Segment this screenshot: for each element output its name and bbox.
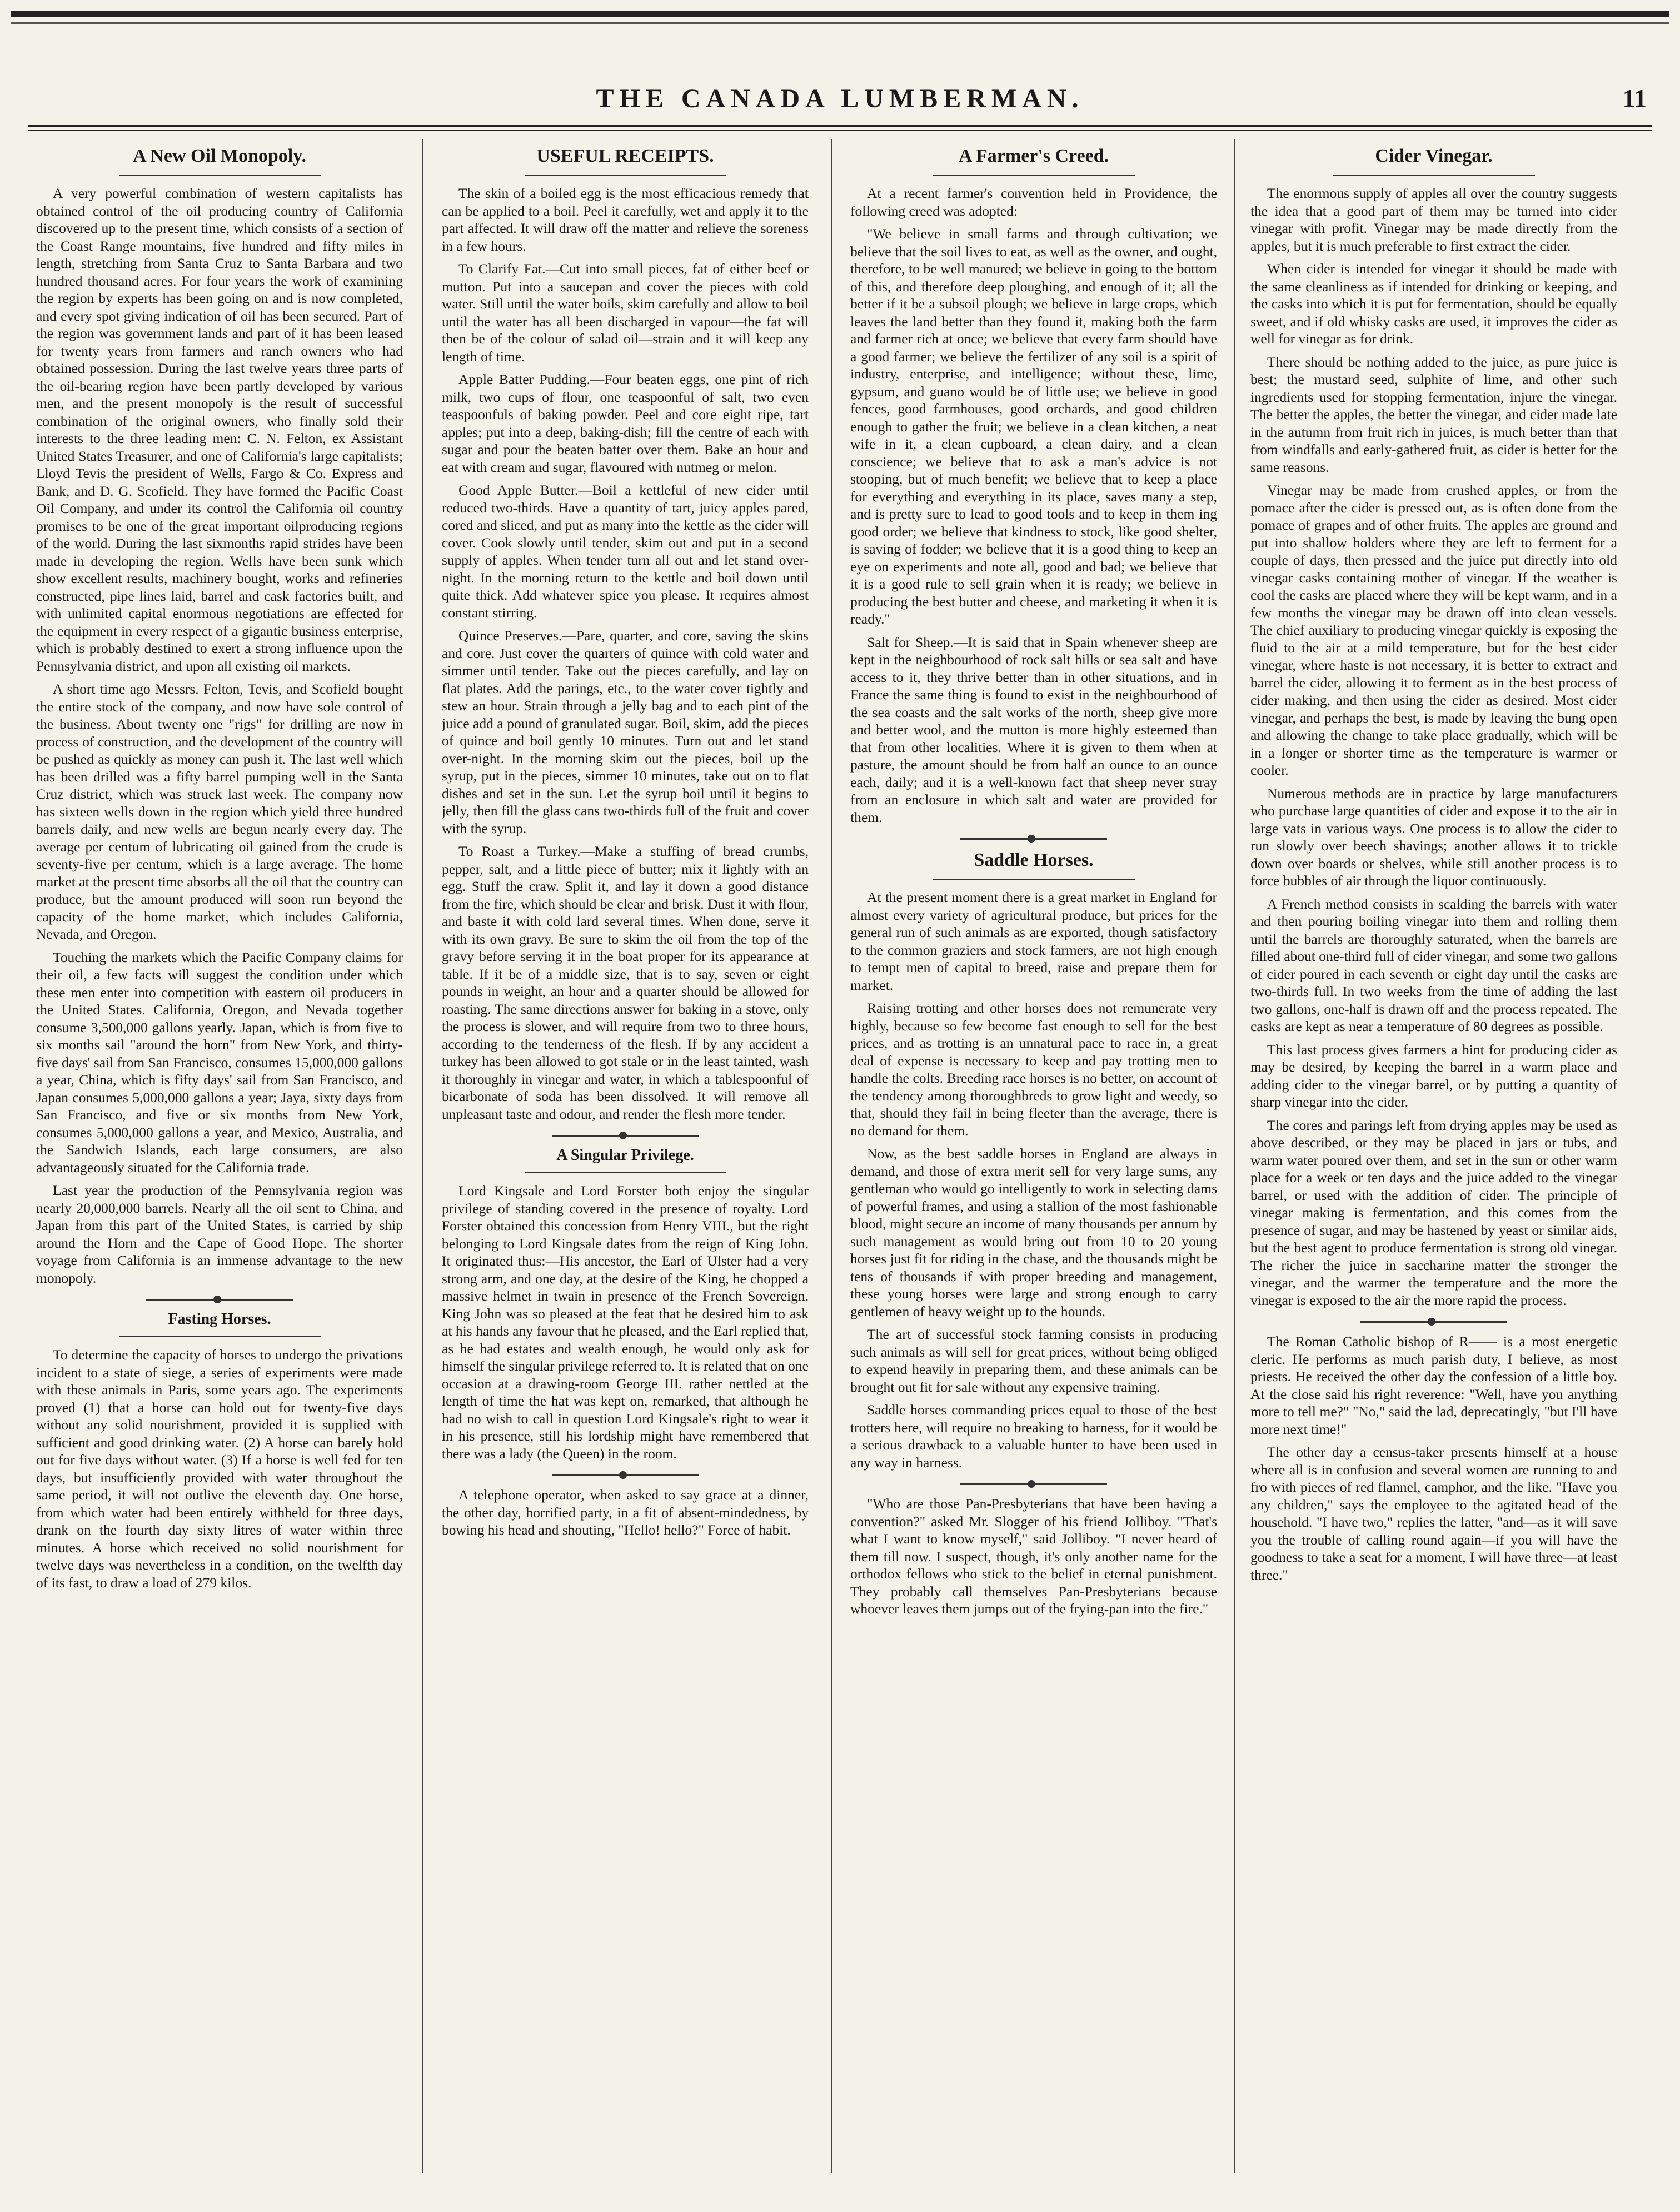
article-saddle-horses [850, 850, 1217, 1618]
headline-rule [933, 879, 1135, 880]
article-paragraph: Last year the production of the Pennsylvania region was nearly 20,000,000 barrels. Nearly all the oil sent to China, and Japan from this part of the United States, is carried by ship around the Horn and the Cape of Good Hope. The shorter voyage from California is an immense advantage to the new monopoly. [36, 1182, 403, 1286]
article-new-oil-monopoly [36, 146, 403, 1287]
article-paragraph: At the present moment there is a great market in England for almost every variety of agricultural produce, but prices for the general run of such animals as are exported, though satisfactory to the common graziers and stock farmers, are not high enough to tempt men of capital to breed, raise and prepare them for market. [850, 889, 1217, 993]
masthead-rule-thin [28, 130, 1652, 131]
top-border-rule-thin [11, 22, 1669, 24]
headline-rule [119, 175, 321, 176]
article-divider [552, 1474, 699, 1476]
article-paragraph: Raising trotting and other horses does not remunerate very highly, because so few become fast enough to sell for the best prices, and as trotting is an unnatural pace to race in, a great deal of expense is necessary to keep and pay trotting men to handle the colts. Breeding race horses is no better, on account of the tendency among thoroughbreds to grow light and weedy, so that, should they fail in being fleeter than the average, there is no demand for them. [850, 1000, 1217, 1139]
article-paragraph: A French method consists in scalding the barrels with water and then pouring boiling vinegar into them and rolling them until the barrels are thoroughly saturated, when the barrels are filled about one-third full of cider vinegar, and some two gallons of cider poured in each seventh or eight day until the casks are two-thirds full. In two weeks from the time of adding the last two gallons, one-half is drawn off and the process repeated. The casks are kept as near a temperature of 80 degrees as possible. [1250, 895, 1617, 1034]
article-headline: A Singular Privilege. [556, 1147, 694, 1164]
article-divider [146, 1299, 293, 1301]
article-paragraph: There should be nothing added to the juice, as pure juice is best; the mustard seed, sulphite of lime, and other such ingredients used for stopping fermentation, injure the vinegar. The better the apples, the better the vinegar, and cider made late in the autumn from fruit rich in juices, is much better than that from windfalls and early-gathered fruit, as cider is better for the same reasons. [1250, 353, 1617, 475]
masthead-rule [28, 125, 1652, 127]
article-cider-vinegar [1250, 146, 1617, 1583]
article-headline: Saddle Horses. [974, 850, 1094, 870]
article-paragraph: The skin of a boiled egg is the most efficacious remedy that can be applied to a boil. Peel it carefully, wet and apply it to the part affected. It will draw off the matter and relieve the soreness in a few hours. [442, 185, 809, 254]
column-3 [850, 139, 1217, 2190]
article-paragraph: Vinegar may be made from crushed apples, or from the pomace after the cider is pressed out, as is often done from the pomace of grapes and of other fruits. The apples are ground and put into shallow holders where they are left to ferment for a couple of days, then pressed and the juice put directly into old vinegar casks containing mother of vinegar. If the weather is cool the casks are placed where they will be kept warm, and in a few months the vinegar may be drawn off into clean vessels. The chief auxiliary to producing vinegar quickly is exposing the fluid to the air at a mild temperature, but for the best cider vinegar, where haste is not necessary, it is better to extract and barrel the cider, allowing it to ferment as in the best process of cider making, and then using the cider as desired. Most cider vinegar, and perhaps the best, is made by leaving the bung open and allowing the change to take place gradually, which will be in a longer or shorter time as the temperature is warmer or cooler. [1250, 482, 1617, 778]
article-headline: USEFUL RECEIPTS. [536, 146, 714, 166]
headline-rule [525, 175, 726, 176]
article-paragraph: The Roman Catholic bishop of R—— is a most energetic cleric. He performs as much parish duty, I believe, as most priests. He received the other day the confession of a little boy. At the close said his right reverence: "Well, have you anything more to tell me?" "No," said the lad, deprecatingly, "but I'll have more next time!" [1250, 1333, 1617, 1437]
article-paragraph: The cores and parings left from drying apples may be used as above described, or they may be placed in jars or tubs, and warm water poured over them, and set in the sun or other warm place for a week or ten days and the juice added to the vinegar barrel, or used with the addition of cider. The principle of vinegar making is fermentation, and this comes from the presence of sugar, and may be hastened by yeast or similar aids, but the best agent to produce fermentation is strong old vinegar. The richer the juice in saccharine matter the stronger the vinegar, and the warmer the temperature and the more the vinegar is exposed to the air the more rapid the process. [1250, 1117, 1617, 1308]
article-paragraph: Now, as the best saddle horses in England are always in demand, and those of extra merit sell for very large sums, any gentleman who would go intelligently to work in selecting dams of powerful frames, and using a stallion of the most fashionable blood, might secure an income of many thousands per annum by such management as would bring out from 10 to 20 young horses just fit for riding in the chase, and the thousands might be tens of thousands if with proper breeding and management, these young horses were large and strong enough to carry gentlemen of heavy weight up to the hounds. [850, 1145, 1217, 1319]
article-divider [1360, 1321, 1507, 1323]
article-paragraph: A telephone operator, when asked to say grace at a dinner, the other day, horrified party, in a fit of absent-mindedness, by bowing his head and shouting, "Hello! hello?" Force of habit. [442, 1487, 809, 1538]
article-paragraph: The art of successful stock farming consists in producing such animals as will sell for great prices, without being obliged to expend heavily in preparing them, and these animals can be brought out fit for sale without any expensive training. [850, 1326, 1217, 1395]
article-paragraph: "Who are those Pan-Presbyterians that have been having a convention?" asked Mr. Slogger of his friend Jolliboy. "That's what I want to know myself," said Jolliboy. "I never heard of them till now. I suspect, though, it's only another name for the orthodox fellows who stick to the belief in eternal punishment. They probably call themselves Pan-Presbyterians because whoever leaves them jumps out of the frying-pan into the fire." [850, 1496, 1217, 1617]
article-paragraph: "We believe in small farms and through cultivation; we believe that the soil lives to eat, as well as the owner, and ought, therefore, to be well manured; we believe in going to the bottom of this, and therefore deep ploughing, and enough of it; all the better if it be a subsoil plough; we believe in large crops, which leaves the land better than they found it, making both the farm and farmer rich at once; we believe that every farm should have a good farmer; we believe the fertilizer of any soil is a spirit of industry, enterprise, and intelligence; without these, lime, gypsum, and guano would be of little use; we believe in good fences, good farmhouses, good orchards, and good children enough to gather the fruit; we believe in a clean kitchen, a neat wife in it, a clean cupboard, a clean dairy, and a clean conscience; we believe that to ask a man's advice is not stooping, but of much benefit; we believe that to keep a place for everything and everything in its place, saves many a step, and is pretty sure to lead to good tools and to keep in them ing good order; we believe that kindness to stock, like good shelter, is saving of fodder; we believe that it is a good thing to keep an eye on experiments and note all, good and bad; we believe that it is a good rule to sell grain when it is ready; we believe in producing the best butter and cheese, and marketing it when it is ready." [850, 226, 1217, 627]
article-paragraph: When cider is intended for vinegar it should be made with the same cleanliness as if intended for drinking or keeping, and the casks into which it is put for fermentation, should be equally sweet, and if old whisky casks are used, it improves the cider as well for vinegar as for drink. [1250, 261, 1617, 347]
article-divider [960, 1483, 1107, 1485]
headline-rule [119, 1336, 321, 1337]
article-paragraph: A short time ago Messrs. Felton, Tevis, and Scofield bought the entire stock of the company, and now have sole control of the business. About twenty one "rigs" for drilling are now in process of construction, and the development of the country will be pushed as quickly as money can push it. The last well which has been drilled was a fifty barrel pumping well in the Santa Cruz district, which was struck last week. The company now has sixteen wells down in the region which yield three hundred barrels daily, and new wells are begun nearly every day. The average per centum of lubricating oil gained from the crude is seventy-five per centum, which is a large average. The home market at the present time absorbs all the oil that the country can produce, but the amount produced will soon run beyond the capacity of the home market, which includes California, Nevada, and Oregon. [36, 681, 403, 942]
page-number: 11 [1622, 84, 1647, 112]
top-border-rule [11, 11, 1669, 17]
article-paragraph: Good Apple Butter.—Boil a kettleful of new cider until reduced two-thirds. Have a quantity of tart, juicy apples pared, cored and sliced, and put as many into the kettle as the cider will cover. Cook slowly until tender, skim out and put in a second supply of apples. When tender turn all out and let stand over-night. In the morning return to the kettle and boil down until quite thick. Add whatever spice you please. It requires almost constant stirring. [442, 482, 809, 621]
article-paragraph: Saddle horses commanding prices equal to those of the best trotters here, will require no breaking to harness, for it would be a serious drawback to a valuable hunter to have been used in any way in harness. [850, 1402, 1217, 1471]
article-paragraph: Lord Kingsale and Lord Forster both enjoy the singular privilege of standing covered in the presence of royalty. Lord Forster obtained this concession from Henry VIII., but the right belonging to Lord Kingsale dates from the reign of King John. It originated thus:—His ancestor, the Earl of Ulster had a very strong arm, and one day, at the desire of the King, he chopped a massive helmet in twain in presence of the French Sovereign. King John was so pleased at the feat that he desired him to ask at his hands any favour that he pleased, and the Earl replied that, as he had estates and wealth enough, he would only ask for himself the singular privilege referred to. It is related that on one occasion at a drawing-room George III. rather nettled at the length of time the hat was kept on, remarked, that although he had no wish to call in question Lord Kingsale's right to wear it in his presence, still his lordship might have remembered that there was a lady (the Queen) in the room. [442, 1183, 809, 1462]
column-divider [422, 139, 423, 2173]
article-paragraph: Quince Preserves.—Pare, quarter, and core, saving the skins and core. Just cover the quarters of quince with cold water and simmer until tender. Take out the pieces carefully, and lay on flat plates. Add the parings, etc., to the water cover tightly and stew an hour. Strain through a jelly bag and to each pint of the juice add a pound of granulated sugar. Boil, skim, add the pieces of quince and boil gently 10 minutes. Turn out and let stand over-night. In the morning skim out the pieces, boil up the syrup, put in the pieces, simmer 10 minutes, take out on to flat dishes and set in the sun. Let the syrup boil until it begins to jelly, then fill the glass cans two-thirds full of the fruit and cover with the syrup. [442, 627, 809, 836]
article-divider [552, 1135, 699, 1137]
article-headline: A Farmer's Creed. [958, 146, 1109, 166]
article-paragraph: At a recent farmer's convention held in Providence, the following creed was adopted: [850, 185, 1217, 219]
article-paragraph: Touching the markets which the Pacific Company claims for their oil, a few facts will suggest the condition under which these men enter into competition with eastern oil producers in the United States. California, Oregon, and Nevada together consume 3,500,000 gallons yearly. Japan, which is from five to six months sail "around the horn" from New York, and thirty-five days' sail from San Francisco, consumes 15,000,000 gallons a year, China, which is fifty days' sail from San Francisco, and Japan consumes 5,000,000 gallons a year; Jaya, sixty days from San Francisco, and five or six months from New York, consumes 5,000,000 gallons a year, and Mexico, Australia, and the Sandwich Islands, each large consumers, are also advantageously situated for the California trade. [36, 949, 403, 1175]
article-farmers-creed [850, 146, 1217, 826]
headline-rule [1333, 175, 1535, 176]
article-paragraph: Apple Batter Pudding.—Four beaten eggs, one pint of rich milk, two cups of flour, one teaspoonful of salt, two even teaspoonfuls of baking powder. Peel and core eight ripe, tart apples; put into a deep, baking-dish; fill the centre of each with sugar and pour the beaten batter over them. Bake an hour and eat with cream and sugar, flavoured with nutmeg or melon. [442, 371, 809, 475]
masthead [33, 83, 1647, 122]
article-singular-privilege [442, 1147, 809, 1539]
article-paragraph: Numerous methods are in practice by large manufacturers who purchase large quantities of cider and expose it to the air in large vats in various ways. One process is to allow the cider to run slowly over beech shavings; another allows it to trickle down over boards or shelves, while still another process is to force bubbles of air through the liquor continuously. [1250, 785, 1617, 889]
article-fasting-horses [36, 1311, 403, 1591]
column-1 [36, 139, 403, 2190]
article-paragraph: The enormous supply of apples all over the country suggests the idea that a good part of them may be turned into cider vinegar with profit. Vinegar may be made directly from the apples, but it is much preferable to first extract the cider. [1250, 185, 1617, 254]
article-useful-receipts [442, 146, 809, 1123]
article-paragraph: The other day a census-taker presents himself at a house where all is in confusion and several women are running to and fro with pieces of red flannel, camphor, and the like. "Have you any children," says the employee to the agitated head of the household. "I have two," replies the latter, "and—as it will save you the trouble of calling round again—if you will have the goodness to take a seat for a moment, I will have three—at least three." [1250, 1444, 1617, 1583]
headline-rule [525, 1172, 726, 1173]
article-headline: A New Oil Monopoly. [133, 146, 306, 166]
column-4 [1250, 139, 1617, 2190]
article-paragraph: A very powerful combination of western capitalists has obtained control of the oil producing country of California discovered up to the present time, which consists of a section of the Coast Range mountains, five hundred and fifty miles in length, stretching from Santa Cruz to Santa Barbara and two hundred thousand acres. For four years the work of examining the region by experts has been going on and is now completed, and every spot giving indication of oil has been secured. Part of the region was government lands and part of it has been leased for twenty years from farmers and ranch owners who had obtained possession. During the last twelve years three parts of the oil-bearing region have been partly developed by various men, and the present monopoly is the result of successful combination of the original owners, who finally sold their interests to the three leading men: C. N. Felton, ex Assistant United States Treasurer, and one of California's large capitalists; Lloyd Tevis the president of Wells, Fargo & Co. Express and Bank, and D. G. Scofield. They have formed the Pacific Coast Oil Company, and under its control the California oil country promises to be one of the great important oilproducing regions of the world. During the last sixmonths rapid strides have been made in developing the region. Wells have been sunk which show excellent results, machinery bought, works and refineries constructed, pipe lines laid, barrel and cask factories built, and with unlimited capital enormous negotiations are effected for the equipment in every respect of a gigantic business enterprise, which is probably destined to exert a strong influence upon the Pennsylvania district, and upon all existing oil markets. [36, 185, 403, 674]
article-paragraph: To Clarify Fat.—Cut into small pieces, fat of either beef or mutton. Put into a saucepan and cover the pieces with cold water. Still until the water boils, skim carefully and allow to boil until the water has all been discharged in vapour—the fat will then be of the colour of salad oil—strain and it will keep any length of time. [442, 261, 809, 365]
column-2 [442, 139, 809, 2190]
article-paragraph: To determine the capacity of horses to undergo the privations incident to a state of siege, a series of experiments were made with these animals in Paris, some years ago. The experiments proved (1) that a horse can hold out for twenty-five days without any solid nourishment, provided it is supplied with sufficient and good drinking water. (2) A horse can barely hold out for five days without water. (3) If a horse is well fed for ten days, but insufficiently provided with water throughout the same period, it will not outlive the eleventh day. One horse, from which water had been entirely withheld for three days, drank on the fourth day sixty litres of water within three minutes. A horse which received no solid nourishment for twelve days was nevertheless in a condition, on the twelfth day of its fast, to draw a load of 279 kilos. [36, 1347, 403, 1591]
article-divider [960, 838, 1107, 840]
article-paragraph: To Roast a Turkey.—Make a stuffing of bread crumbs, pepper, salt, and a little piece of butter; mix it lightly with an egg. Stuff the craw. Split it, and lay it down a good distance from the fire, which should be clear and brisk. Dust it with flour, and baste it with cold lard several times. When done, serve it with its own gravy. Be sure to skim the oil from the top of the gravy before serving it in the boat proper for its appearance at table. If it be of a middle size, that is to say, seven or eight pounds in weight, an hour and a quarter should be allowed for roasting. The same directions answer for baking in a stove, only the process is slower, and will require from two to three hours, according to the tenderness of the flesh. If by any accident a turkey has been allowed to got stale or in the least tainted, wash it thoroughly in vinegar and water, in which a tablespoonful of bicarbonate of soda has been dissolved. It will remove all unpleasant taste and odour, and render the flesh more tender. [442, 843, 809, 1122]
article-paragraph: Salt for Sheep.—It is said that in Spain whenever sheep are kept in the neighbourhood of rock salt hills or sea salt and have access to it, they thrive better than in other situations, and in France the same thing is found to exist in the neighbourhood of the sea coasts and the salt works of the north, sheep give more and better wool, and the mutton is more highly esteemed than that from other localities. Where it is given to them when at pasture, the amount should be from half an ounce to an ounce each, daily; and it is a well-known fact that sheep never stray from an enclosure in which salt and water are provided for them. [850, 634, 1217, 825]
headline-rule [933, 175, 1135, 176]
column-divider [1234, 139, 1235, 2173]
article-paragraph: This last process gives farmers a hint for producing cider as may be desired, by keeping the barrel in a warm place and adding cider to the vinegar barrel, or by putting a quantity of sharp vinegar into the cider. [1250, 1041, 1617, 1110]
article-headline: Cider Vinegar. [1375, 146, 1493, 166]
article-headline: Fasting Horses. [168, 1311, 271, 1328]
masthead-title: THE CANADA LUMBERMAN. [596, 84, 1084, 113]
column-divider [831, 139, 832, 2173]
